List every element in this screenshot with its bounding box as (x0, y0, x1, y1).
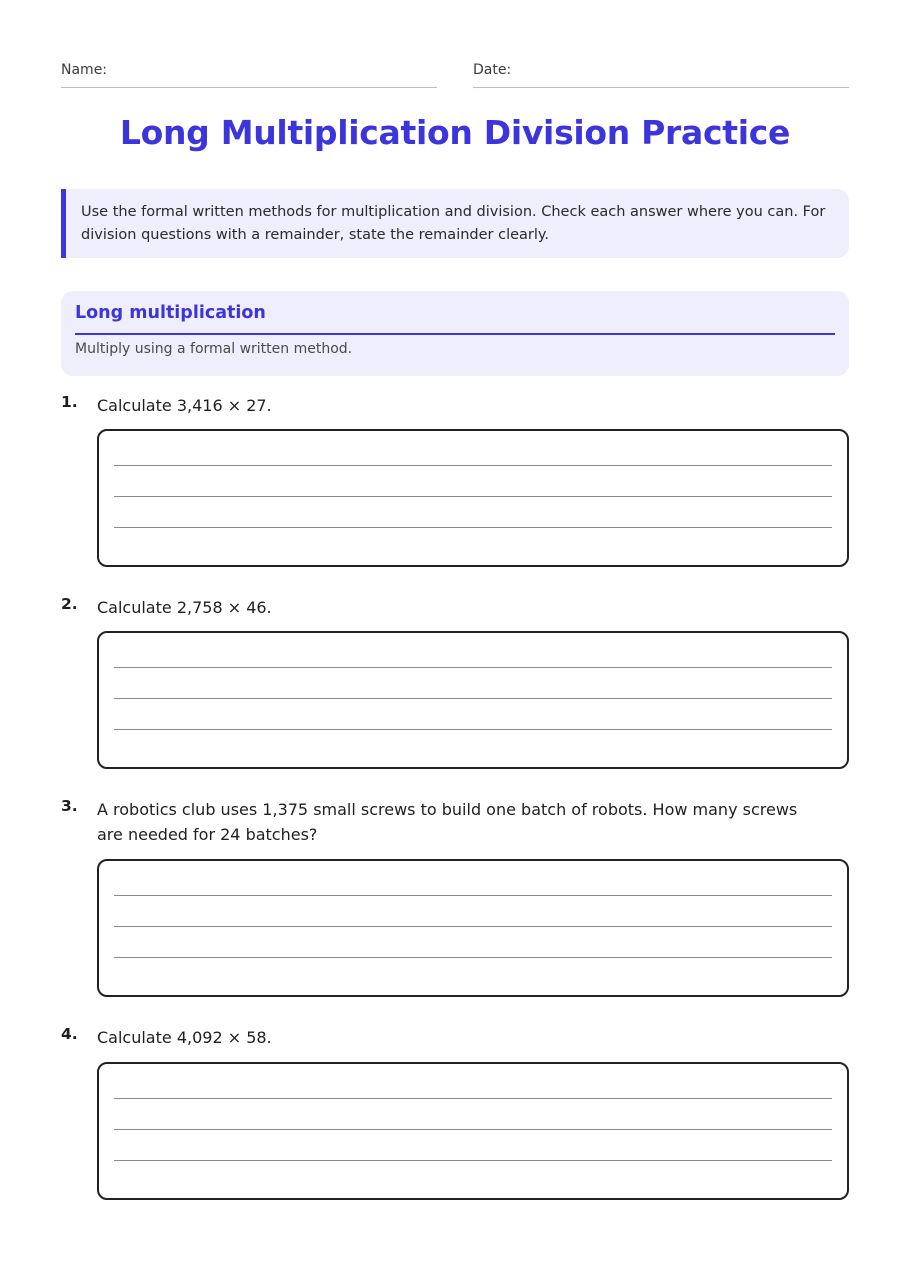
section-subtitle: Multiply using a formal written method. (75, 341, 353, 357)
instructions-panel (61, 189, 849, 258)
question-text: Calculate 2,758 × 46. (97, 598, 272, 617)
question-text: A robotics club uses 1,375 small screws to build one batch of robots. How many screws are needed for 24 batches? (97, 800, 798, 844)
answer-line (114, 957, 832, 958)
question-number: 1. (61, 393, 78, 411)
answer-line (114, 1160, 832, 1161)
page-title: Long Multiplication Division Practice (119, 113, 791, 152)
answer-line (114, 729, 832, 730)
date-label: Date: (473, 62, 512, 78)
section-header (61, 291, 849, 376)
question-text: Calculate 4,092 × 58. (97, 1028, 272, 1047)
answer-line (114, 527, 832, 528)
answer-line (114, 926, 832, 927)
question-number: 4. (61, 1025, 78, 1043)
instructions-text: Use the formal written methods for multiplication and division. Check each answer where you can. For division questions with a remainder, state the remainder clearly. (81, 204, 826, 243)
answer-box[interactable] (97, 429, 849, 567)
answer-box[interactable] (97, 1062, 849, 1200)
question-number: 3. (61, 797, 78, 815)
answer-line (114, 895, 832, 896)
answer-line (114, 1129, 832, 1130)
student-info-fields (61, 61, 849, 89)
answer-box[interactable] (97, 859, 849, 997)
answer-line (114, 465, 832, 466)
question-text: Calculate 3,416 × 27. (97, 396, 272, 415)
answer-line (114, 667, 832, 668)
answer-line (114, 496, 832, 497)
name-label: Name: (61, 62, 108, 78)
name-field[interactable] (61, 61, 437, 88)
date-field[interactable] (473, 61, 849, 88)
answer-box[interactable] (97, 631, 849, 769)
question-number: 2. (61, 595, 78, 613)
answer-line (114, 1098, 832, 1099)
answer-line (114, 698, 832, 699)
section-title: Long multiplication (75, 303, 835, 335)
